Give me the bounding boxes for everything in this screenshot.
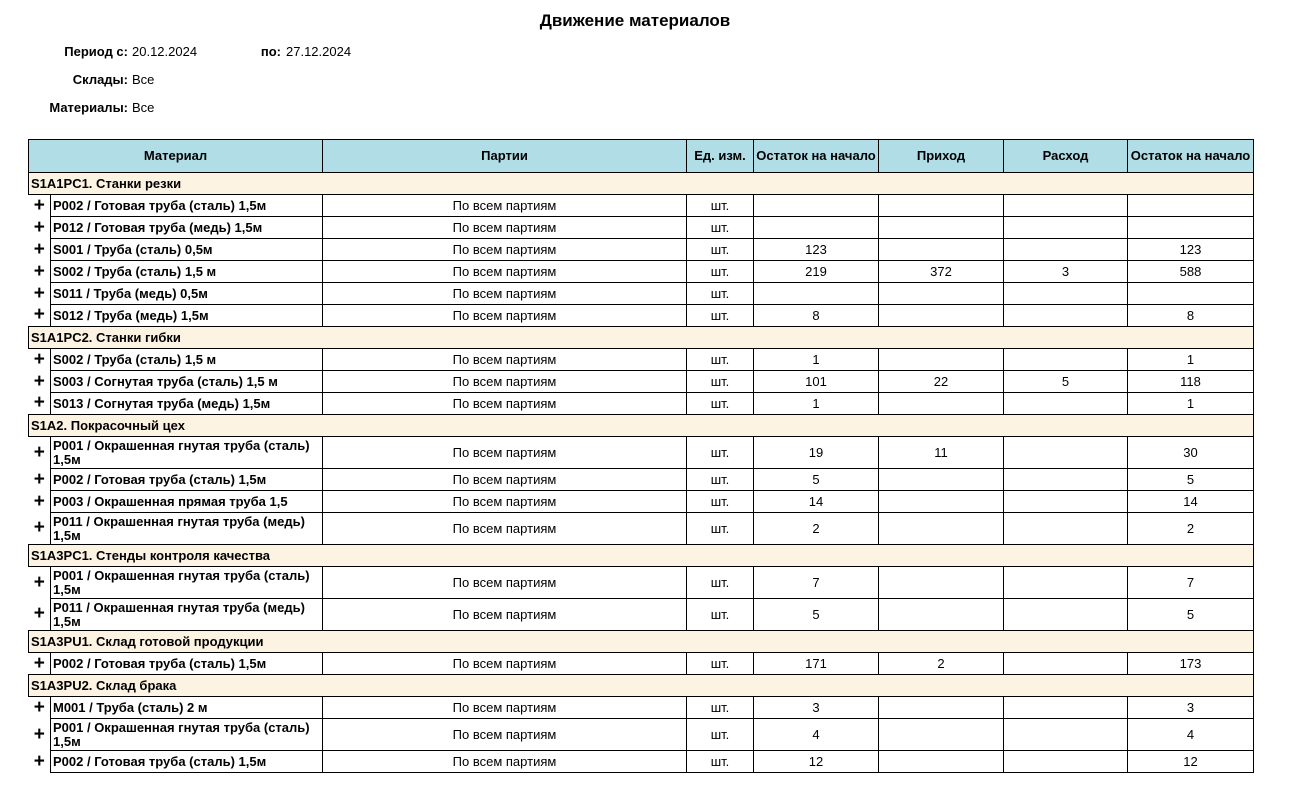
unit-cell: шт. [687,261,754,283]
material-cell: S001 / Труба (сталь) 0,5м [51,239,323,261]
period-from-label: Период с: [64,44,128,59]
unit-cell: шт. [687,305,754,327]
expense-cell [1004,283,1128,305]
group-title: S1A3PC1. Стенды контроля качества [29,545,1254,567]
expense-cell [1004,239,1128,261]
opening-cell: 12 [754,751,879,773]
unit-cell: шт. [687,239,754,261]
income-cell [879,697,1004,719]
material-cell: S013 / Согнутая труба (медь) 1,5м [51,393,323,415]
closing-cell: 7 [1128,567,1254,599]
income-cell [879,195,1004,217]
closing-cell: 8 [1128,305,1254,327]
closing-cell: 173 [1128,653,1254,675]
unit-cell: шт. [687,283,754,305]
closing-cell: 5 [1128,469,1254,491]
expense-cell [1004,305,1128,327]
table-row[interactable] [29,719,1254,751]
income-cell: 11 [879,437,1004,469]
income-cell: 372 [879,261,1004,283]
material-cell: M001 / Труба (сталь) 2 м [51,697,323,719]
unit-cell: шт. [687,697,754,719]
group-title: S1A3PU2. Склад брака [29,675,1254,697]
table-row[interactable] [29,261,1254,283]
income-cell [879,239,1004,261]
income-cell [879,491,1004,513]
unit-cell: шт. [687,195,754,217]
batch-cell: По всем партиям [323,567,687,599]
material-cell: P001 / Окрашенная гнутая труба (сталь) 1,5м [51,437,323,469]
column-header-batches[interactable]: Партии [323,140,687,173]
opening-cell: 219 [754,261,879,283]
unit-cell: шт. [687,751,754,773]
expense-cell [1004,349,1128,371]
table-row[interactable] [29,599,1254,631]
closing-cell: 5 [1128,599,1254,631]
batch-cell: По всем партиям [323,261,687,283]
opening-cell: 7 [754,567,879,599]
batch-cell: По всем партиям [323,469,687,491]
table-row[interactable] [29,653,1254,675]
period-to-label: по: [260,44,281,59]
expand-plus-icon[interactable]: + [29,195,51,217]
expand-plus-icon[interactable]: + [29,349,51,371]
expense-cell [1004,513,1128,545]
unit-cell: шт. [687,217,754,239]
material-cell: P001 / Окрашенная гнутая труба (сталь) 1,5м [51,567,323,599]
batch-cell: По всем партиям [323,437,687,469]
table-row[interactable] [29,349,1254,371]
group-row[interactable] [29,675,1254,697]
opening-cell [754,195,879,217]
unit-cell: шт. [687,491,754,513]
unit-cell: шт. [687,393,754,415]
batch-cell: По всем партиям [323,239,687,261]
expense-cell [1004,195,1128,217]
expand-plus-icon[interactable]: + [29,283,51,305]
table-header-row [29,140,1254,173]
expense-cell [1004,437,1128,469]
closing-cell: 588 [1128,261,1254,283]
table-body [29,173,1254,773]
expense-cell [1004,567,1128,599]
table-row[interactable] [29,305,1254,327]
expand-plus-icon[interactable]: + [29,469,51,491]
income-cell [879,393,1004,415]
report-title: Движение материалов [539,11,731,30]
table-row[interactable] [29,491,1254,513]
column-header-material[interactable]: Материал [29,140,323,173]
unit-cell: шт. [687,349,754,371]
opening-cell [754,217,879,239]
materials-label: Материалы: [49,100,128,115]
batch-cell: По всем партиям [323,283,687,305]
opening-cell: 1 [754,349,879,371]
material-cell: S011 / Труба (медь) 0,5м [51,283,323,305]
unit-cell: шт. [687,567,754,599]
income-cell [879,513,1004,545]
table-row[interactable] [29,393,1254,415]
batch-cell: По всем партиям [323,697,687,719]
closing-cell: 1 [1128,349,1254,371]
opening-cell: 4 [754,719,879,751]
material-cell: P011 / Окрашенная гнутая труба (медь) 1,5м [51,513,323,545]
material-cell: P002 / Готовая труба (сталь) 1,5м [51,653,323,675]
table-row[interactable] [29,239,1254,261]
column-header-unit[interactable]: Ед. изм. [687,140,754,173]
material-cell: P002 / Готовая труба (сталь) 1,5м [51,751,323,773]
batch-cell: По всем партиям [323,599,687,631]
expand-plus-icon[interactable]: + [29,371,51,393]
closing-cell [1128,283,1254,305]
table-row[interactable] [29,567,1254,599]
warehouses-value: Все [132,72,155,87]
batch-cell: По всем партиям [323,653,687,675]
batch-cell: По всем партиям [323,195,687,217]
opening-cell: 123 [754,239,879,261]
material-cell: S003 / Согнутая труба (сталь) 1,5 м [51,371,323,393]
batch-cell: По всем партиям [323,371,687,393]
expense-cell [1004,599,1128,631]
income-cell: 2 [879,653,1004,675]
expand-plus-icon[interactable]: + [29,751,51,773]
expand-plus-icon[interactable]: + [29,217,51,239]
opening-cell: 14 [754,491,879,513]
group-row[interactable] [29,327,1254,349]
expense-cell: 5 [1004,371,1128,393]
column-header-expense[interactable]: Расход [1004,140,1128,173]
unit-cell: шт. [687,653,754,675]
material-movement-table [28,139,1254,773]
table-row[interactable] [29,513,1254,545]
income-cell [879,469,1004,491]
group-row[interactable] [29,545,1254,567]
material-cell: S002 / Труба (сталь) 1,5 м [51,349,323,371]
closing-cell [1128,195,1254,217]
column-header-closing[interactable]: Остаток на начало [1128,140,1254,173]
closing-cell: 123 [1128,239,1254,261]
expense-cell [1004,719,1128,751]
table-row[interactable] [29,751,1254,773]
closing-cell: 14 [1128,491,1254,513]
table-row[interactable] [29,283,1254,305]
warehouses-label: Склады: [72,72,128,87]
expand-plus-icon[interactable]: + [29,719,51,751]
closing-cell: 1 [1128,393,1254,415]
table-row[interactable] [29,217,1254,239]
closing-cell: 3 [1128,697,1254,719]
opening-cell: 2 [754,513,879,545]
period-from-value: 20.12.2024 [132,44,198,59]
expand-plus-icon[interactable]: + [29,653,51,675]
income-cell [879,719,1004,751]
table-row[interactable] [29,437,1254,469]
closing-cell: 2 [1128,513,1254,545]
material-cell: S012 / Труба (медь) 1,5м [51,305,323,327]
income-cell [879,751,1004,773]
material-cell: P003 / Окрашенная прямая труба 1,5 [51,491,323,513]
expense-cell [1004,751,1128,773]
unit-cell: шт. [687,437,754,469]
batch-cell: По всем партиям [323,305,687,327]
expand-plus-icon[interactable]: + [29,599,51,631]
opening-cell: 101 [754,371,879,393]
closing-cell [1128,217,1254,239]
group-title: S1A3PU1. Склад готовой продукции [29,631,1254,653]
opening-cell: 1 [754,393,879,415]
group-title: S1A2. Покрасочный цех [29,415,1254,437]
expand-plus-icon[interactable]: + [29,697,51,719]
expense-cell [1004,217,1128,239]
table-row[interactable] [29,371,1254,393]
expand-plus-icon[interactable]: + [29,393,51,415]
income-cell [879,567,1004,599]
batch-cell: По всем партиям [323,393,687,415]
table-row[interactable] [29,469,1254,491]
income-cell [879,217,1004,239]
column-header-income[interactable]: Приход [879,140,1004,173]
material-cell: S002 / Труба (сталь) 1,5 м [51,261,323,283]
material-cell: P012 / Готовая труба (медь) 1,5м [51,217,323,239]
material-cell: P002 / Готовая труба (сталь) 1,5м [51,195,323,217]
unit-cell: шт. [687,469,754,491]
closing-cell: 118 [1128,371,1254,393]
opening-cell: 5 [754,599,879,631]
group-row[interactable] [29,415,1254,437]
expense-cell [1004,469,1128,491]
opening-cell [754,283,879,305]
income-cell: 22 [879,371,1004,393]
group-title: S1A1PC2. Станки гибки [29,327,1254,349]
opening-cell: 8 [754,305,879,327]
group-row[interactable] [29,631,1254,653]
group-row[interactable] [29,173,1254,195]
opening-cell: 171 [754,653,879,675]
unit-cell: шт. [687,719,754,751]
batch-cell: По всем партиям [323,751,687,773]
opening-cell: 3 [754,697,879,719]
closing-cell: 30 [1128,437,1254,469]
group-title: S1A1PC1. Станки резки [29,173,1254,195]
opening-cell: 19 [754,437,879,469]
expand-plus-icon[interactable]: + [29,239,51,261]
material-cell: P001 / Окрашенная гнутая труба (сталь) 1,5м [51,719,323,751]
batch-cell: По всем партиям [323,349,687,371]
unit-cell: шт. [687,599,754,631]
material-cell: P002 / Готовая труба (сталь) 1,5м [51,469,323,491]
income-cell [879,599,1004,631]
materials-value: Все [132,100,155,115]
closing-cell: 4 [1128,719,1254,751]
expense-cell [1004,697,1128,719]
income-cell [879,305,1004,327]
expand-plus-icon[interactable]: + [29,437,51,469]
expand-plus-icon[interactable]: + [29,567,51,599]
expense-cell: 3 [1004,261,1128,283]
table-row[interactable] [29,195,1254,217]
material-cell: P011 / Окрашенная гнутая труба (медь) 1,5м [51,599,323,631]
opening-cell: 5 [754,469,879,491]
expand-plus-icon[interactable]: + [29,305,51,327]
batch-cell: По всем партиям [323,513,687,545]
income-cell [879,283,1004,305]
expense-cell [1004,653,1128,675]
expand-plus-icon[interactable]: + [29,513,51,545]
expand-plus-icon[interactable]: + [29,491,51,513]
closing-cell: 12 [1128,751,1254,773]
expense-cell [1004,393,1128,415]
expand-plus-icon[interactable]: + [29,261,51,283]
batch-cell: По всем партиям [323,217,687,239]
table-row[interactable] [29,697,1254,719]
column-header-opening[interactable]: Остаток на начало [754,140,879,173]
income-cell [879,349,1004,371]
batch-cell: По всем партиям [323,491,687,513]
batch-cell: По всем партиям [323,719,687,751]
unit-cell: шт. [687,371,754,393]
expense-cell [1004,491,1128,513]
period-to-value: 27.12.2024 [286,44,352,59]
unit-cell: шт. [687,513,754,545]
